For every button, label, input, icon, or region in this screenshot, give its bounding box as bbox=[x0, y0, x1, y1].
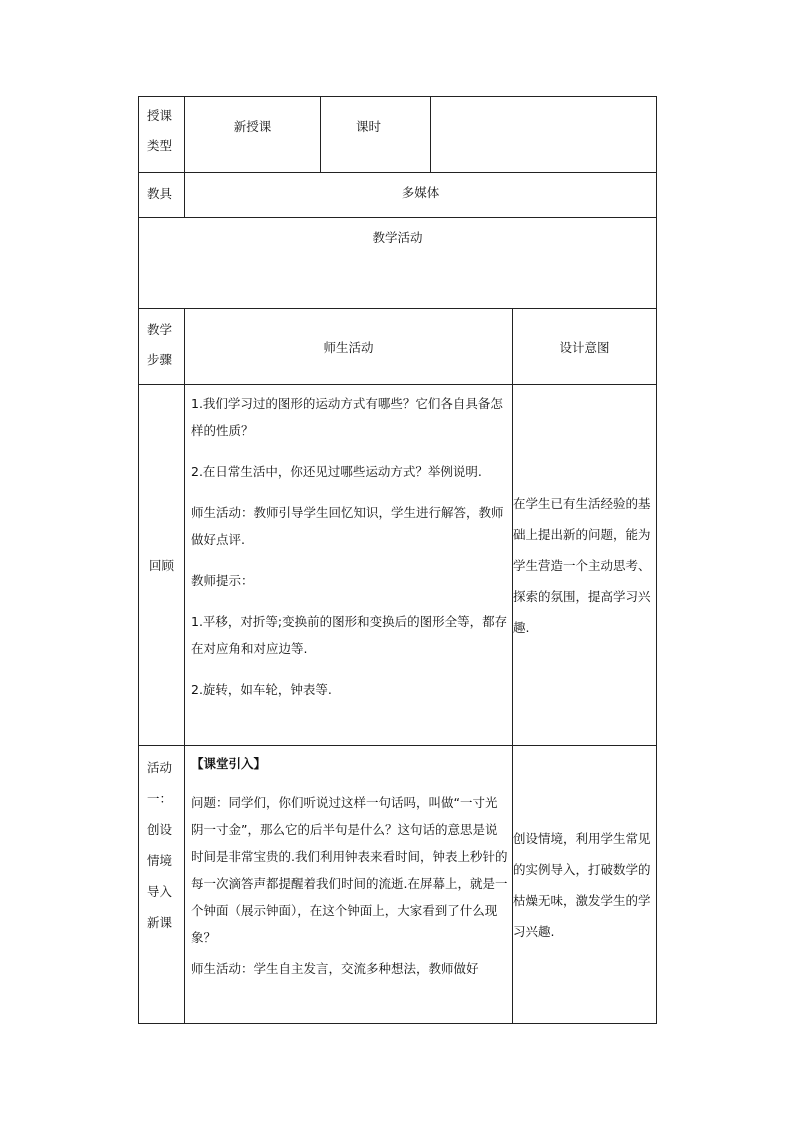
section-heading: 【课堂引入】 bbox=[191, 756, 267, 771]
step-cell bbox=[139, 746, 185, 1024]
period-label: 课时 bbox=[321, 97, 431, 173]
activity-cell bbox=[185, 385, 513, 746]
table-row bbox=[139, 746, 657, 1024]
intent-cell: 创设情境，利用学生常见的实例导入，打破数学的枯燥无味，激发学生的学习兴趣. bbox=[513, 746, 657, 1024]
paragraph: 2.在日常生活中，你还见过哪些运动方式？举例说明. bbox=[191, 464, 482, 479]
step-line: 一： bbox=[147, 791, 173, 806]
table-row bbox=[139, 385, 657, 746]
activities-title: 教学活动 bbox=[139, 218, 657, 309]
paragraph: 1.我们学习过的图形的运动方式有哪些？它们各自具备怎样的性质？ bbox=[191, 396, 503, 438]
paragraph: 教师提示： bbox=[191, 573, 254, 588]
lesson-type-value: 新授课 bbox=[185, 97, 321, 173]
paragraph: 师生活动：教师引导学生回忆知识，学生进行解答，教师做好点评. bbox=[191, 505, 504, 547]
tools-label: 教具 bbox=[139, 173, 185, 218]
step-line: 活动 bbox=[147, 760, 173, 775]
step-line: 新课 bbox=[147, 915, 173, 930]
intent-column-header: 设计意图 bbox=[513, 309, 657, 385]
lesson-plan-table bbox=[138, 96, 657, 1024]
paragraph: 师生活动：学生自主发言，交流多种想法，教师做好 bbox=[191, 961, 479, 976]
activity-cell bbox=[185, 746, 513, 1024]
paragraph: 1.平移，对折等;变换前的图形和变换后的图形全等，都存在对应角和对应边等. bbox=[191, 614, 508, 656]
step-line: 导入 bbox=[147, 884, 173, 899]
tools-value: 多媒体 bbox=[185, 173, 657, 218]
step-cell: 回顾 bbox=[139, 385, 185, 746]
period-value bbox=[431, 97, 657, 173]
step-line: 情境 bbox=[147, 853, 173, 868]
step-column-header: 教学 步骤 bbox=[139, 309, 185, 385]
activities-title-row bbox=[139, 218, 657, 309]
intent-cell: 在学生已有生活经验的基础上提出新的问题，能为学生营造一个主动思考、探索的氛围，提高学习兴趣. bbox=[513, 385, 657, 746]
column-header-row bbox=[139, 309, 657, 385]
lesson-type-row bbox=[139, 97, 657, 173]
step-line: 创设 bbox=[147, 822, 173, 837]
paragraph: 问题：同学们，你们听说过这样一句话吗，叫做“一寸光阴一寸金”，那么它的后半句是什么？这句话的意思是说时间是非常宝贵的.我们利用钟表来看时间，钟表上秒针的每一次滴答声都提醒着我们时间的流逝.在屏幕上，就是一个钟面（展示钟面），在这个钟面上，大家看到了什么现象？ bbox=[191, 795, 508, 945]
activity-column-header: 师生活动 bbox=[185, 309, 513, 385]
tools-row bbox=[139, 173, 657, 218]
lesson-type-label: 授课 类型 bbox=[139, 97, 185, 173]
paragraph: 2.旋转，如车轮，钟表等. bbox=[191, 682, 332, 697]
